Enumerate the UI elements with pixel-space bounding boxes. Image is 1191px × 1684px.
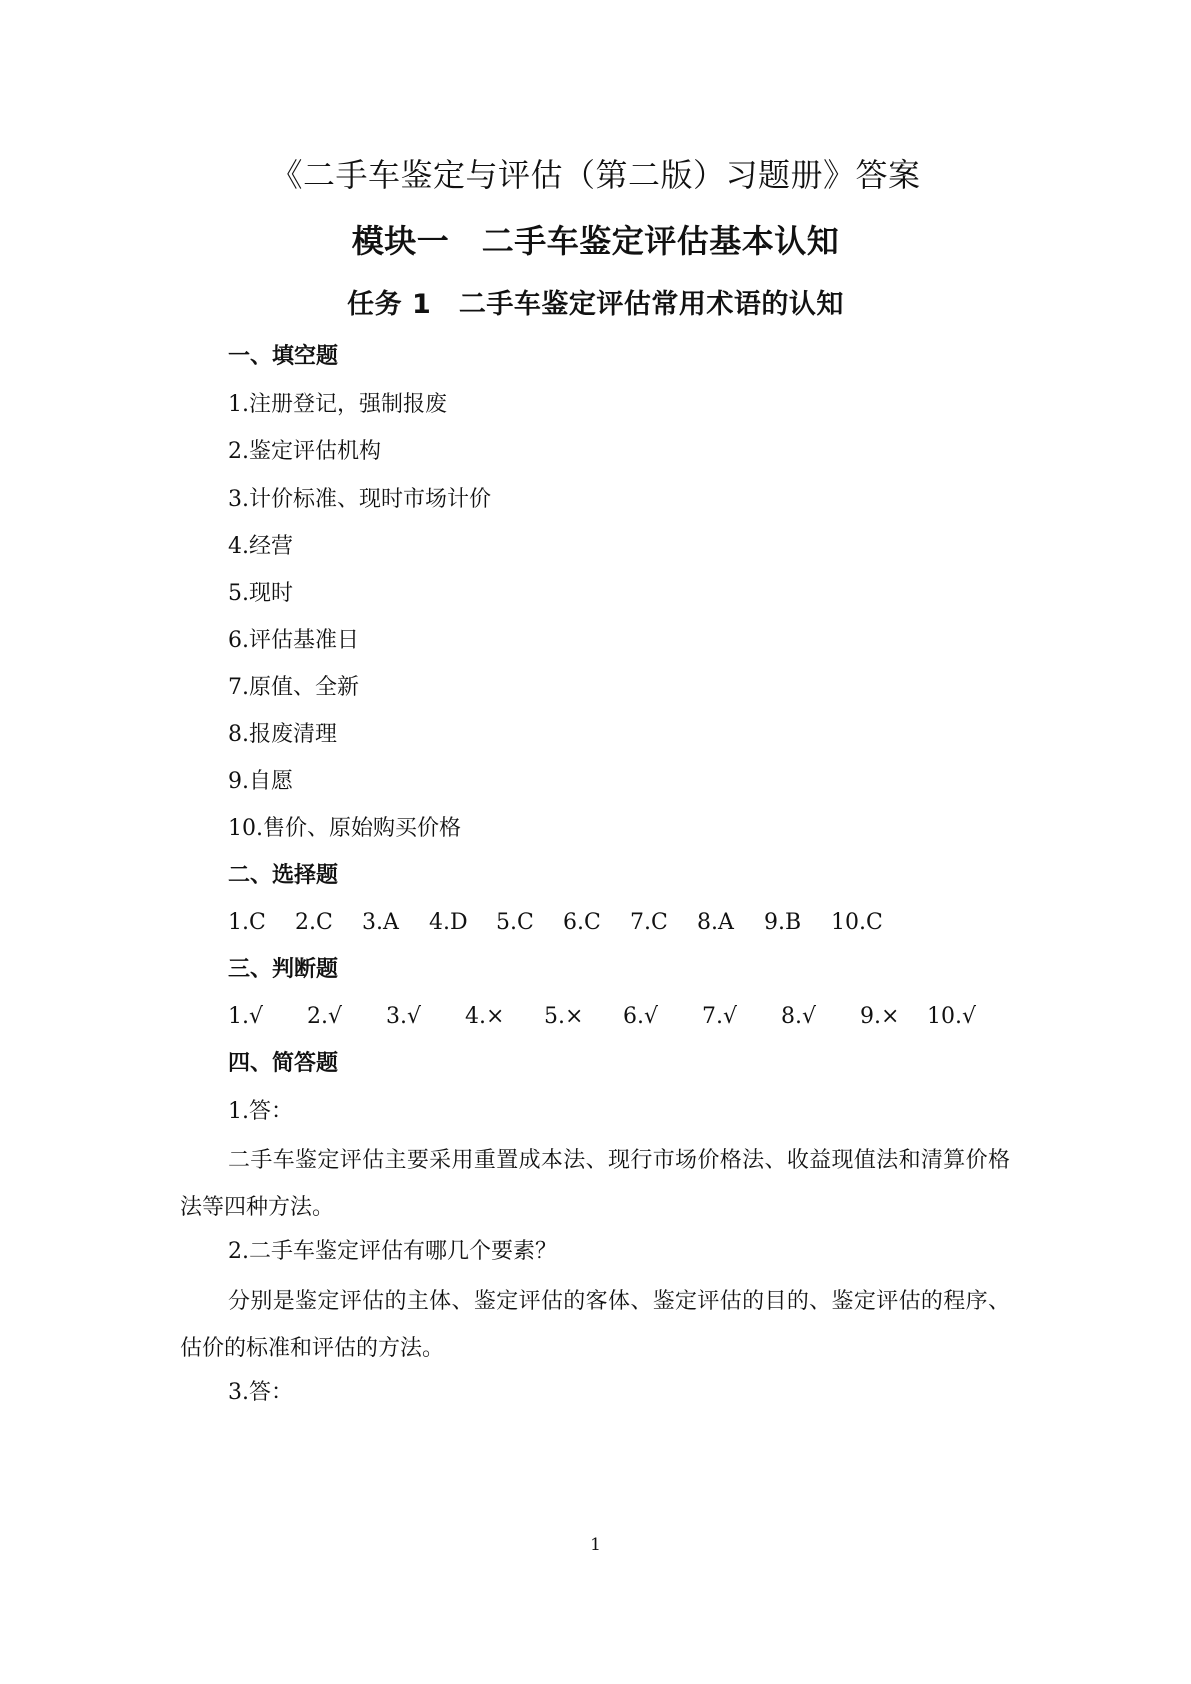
- choice-answer: 9.B: [764, 910, 802, 935]
- judgment-answer: 10.√: [927, 1004, 977, 1029]
- fill-blank-answer: 10.售价、原始购买价格: [228, 816, 461, 841]
- section-heading-multiple-choice: 二、选择题: [228, 863, 339, 888]
- fill-blank-answer: 1.注册登记，强制报废: [228, 392, 447, 417]
- fill-blank-answer: 2.鉴定评估机构: [228, 439, 381, 464]
- choice-answer: 3.A: [362, 910, 399, 935]
- document-title: 《二手车鉴定与评估（第二版）习题册》答案: [270, 156, 921, 194]
- choice-answer: 4.D: [429, 910, 468, 935]
- fill-blank-answer: 3.计价标准、现时市场计价: [228, 487, 491, 512]
- multiple-choice-answers: [228, 908, 891, 938]
- judgment-answer: 6.√: [623, 1004, 659, 1029]
- short-answer-text: 分别是鉴定评估的主体、鉴定评估的客体、鉴定评估的目的、鉴定评估的程序、估价的标准和评估的方法。: [180, 1289, 1010, 1361]
- judgment-answer: 8.√: [781, 1004, 817, 1029]
- fill-blank-answer: 8.报废清理: [228, 722, 337, 747]
- choice-answer: 8.A: [697, 910, 734, 935]
- section-heading-true-false: 三、判断题: [228, 957, 339, 982]
- fill-blank-answer: 6.评估基准日: [228, 628, 359, 653]
- fill-blank-answer: 5.现时: [228, 581, 293, 606]
- choice-answer: 6.C: [563, 910, 601, 935]
- true-false-answers: [228, 1002, 999, 1032]
- judgment-answer: 3.√: [386, 1004, 422, 1029]
- judgment-answer: 7.√: [702, 1004, 738, 1029]
- judgment-answer: 1.√: [228, 1004, 264, 1029]
- choice-answer: 5.C: [496, 910, 534, 935]
- judgment-answer: 2.√: [307, 1004, 343, 1029]
- judgment-answer: 4.×: [465, 1004, 505, 1029]
- module-title: 模块一 二手车鉴定评估基本认知: [351, 222, 840, 260]
- choice-answer: 7.C: [630, 910, 668, 935]
- section-heading-short-answer: 四、简答题: [228, 1051, 339, 1076]
- fill-blank-answer: 4.经营: [228, 534, 293, 559]
- fill-blank-answer: 9.自愿: [228, 769, 293, 794]
- short-answer-label: 1.答：: [228, 1099, 293, 1124]
- task-title: 任务 1 二手车鉴定评估常用术语的认知: [347, 289, 844, 320]
- short-answer-label: 3.答：: [228, 1380, 293, 1405]
- judgment-answer: 9.×: [860, 1004, 900, 1029]
- fill-blank-answer: 7.原值、全新: [228, 675, 359, 700]
- short-answer-question: 2.二手车鉴定评估有哪几个要素？: [228, 1239, 557, 1264]
- page-number: 1: [590, 1535, 601, 1555]
- section-heading-fill-blank: 一、填空题: [228, 344, 339, 369]
- choice-answer: 1.C: [228, 910, 266, 935]
- choice-answer: 2.C: [295, 910, 333, 935]
- short-answer-text: 二手车鉴定评估主要采用重置成本法、现行市场价格法、收益现值法和清算价格法等四种方法。: [180, 1148, 1010, 1220]
- choice-answer: 10.C: [831, 910, 883, 935]
- judgment-answer: 5.×: [544, 1004, 584, 1029]
